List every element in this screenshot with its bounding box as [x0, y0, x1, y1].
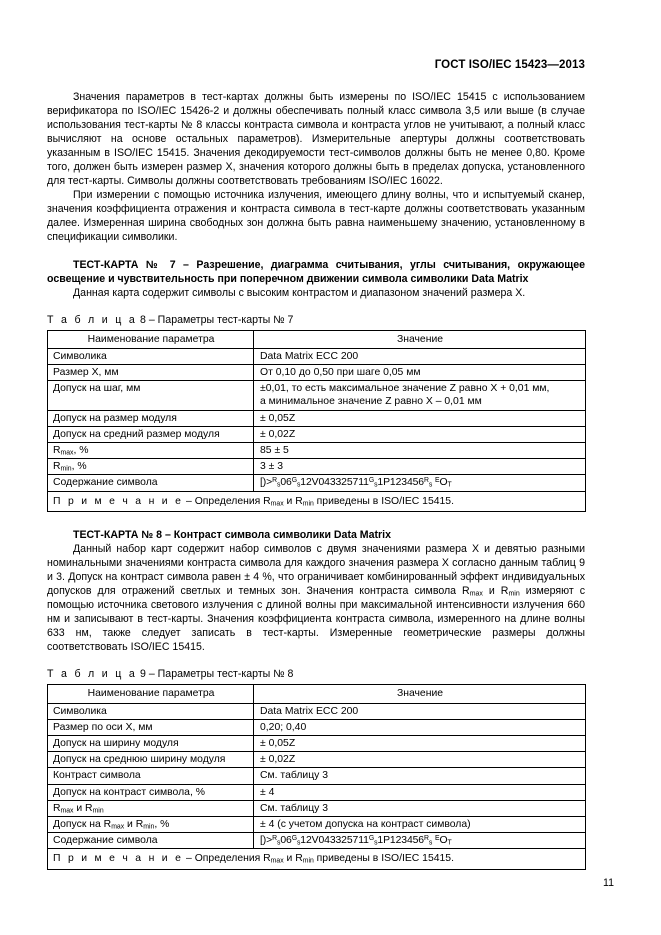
table-row — [48, 735, 586, 751]
table-cell-param: Символика — [48, 348, 254, 364]
table-cell-param: Содержание символа — [48, 833, 254, 849]
table-cell-value: 0,20; 0,40 — [254, 719, 586, 735]
heading-test-card-7: ТЕСТ-КАРТА № 7 – Разрешение, диаграмма считывания, углы считывания, окружающее освещение и чувствительность при поперечном движении символа символики Data Matrix — [47, 258, 585, 285]
paragraph-illumination-requirements: При измерении с помощью источника излучения, имеющего длину волны, что и испытуемый сканер, значения коэффициента отражения и контраста символа в тест-карте должны соответствовать указанным далее. Измеренная ширина свободных зон должна быть равна наименьшему значению, установленному в спецификации символики. — [47, 189, 585, 244]
spacer — [47, 245, 585, 258]
table-9-caption-label: Т а б л и ц а — [47, 668, 138, 681]
table-8-caption-text: 8 – Параметры тест-карты № 7 — [140, 313, 294, 326]
table-cell-value: См. таблицу 3 — [254, 768, 586, 784]
table-cell-param: Допуск на средний размер модуля — [48, 426, 254, 442]
table-9-caption-text: 9 – Параметры тест-карты № 8 — [140, 668, 294, 681]
table-9-header-param: Наименование параметра — [48, 685, 254, 703]
table-row — [48, 816, 586, 832]
table-cell-value: ± 0,02Z — [254, 426, 586, 442]
table-cell-param: Допуск на контраст символа, % — [48, 784, 254, 800]
table-row — [48, 381, 586, 410]
table-note-row — [48, 849, 586, 869]
table-row — [48, 426, 586, 442]
spacer — [47, 300, 585, 313]
table-row — [48, 833, 586, 849]
table-cell-param: Размер по оси X, мм — [48, 719, 254, 735]
table-cell-value: ± 4 — [254, 784, 586, 800]
paragraph-test-card-8-intro: Данный набор карт содержит набор символов с двумя значениями размера X и девятью разными номинальными значениями контраста символа для каждого значения размера X согласно данным таблиц 9 и 3. Допуск на контраст символа равен ± 4 %, что ограничивает комбинированный эффект индивидуальных допусков для отражений светлых и темных зон. Значения контраста символа $R_{max}$ и $R_{min}$ измеряют с помощью источника светового излучения с длиной волны при максимальной интенсивности излучения 660 нм и записывают в тест-карты. Значения коэффициента контраста символа, измеренного на длине волны 633 нм, также следует записать в тест-карты. Измеренные геометрические размеры должны соответствовать ISO/IEC 15415. — [47, 542, 585, 654]
table-cell-value: ± 0,05Z — [254, 735, 586, 751]
table-cell-value: $[)>^R_s06^G_s12V043325711^G_s1P123456^R_s$ $^EO_T$ — [254, 475, 586, 491]
table-cell-param: Символика — [48, 703, 254, 719]
table-row — [48, 800, 586, 816]
table-9-header-value: Значение — [254, 685, 586, 703]
table-8-caption — [47, 313, 585, 327]
table-cell-param: Контраст символа — [48, 768, 254, 784]
table-8-header-value: Значение — [254, 330, 586, 348]
table-cell-value: Data Matrix ECC 200 — [254, 348, 586, 364]
table-cell-param: $R_{max}$, % — [48, 443, 254, 459]
spacer — [47, 654, 585, 667]
table-row — [48, 348, 586, 364]
table-header-row — [48, 685, 586, 703]
table-9-note: П р и м е ч а н и е – Определения $R_{max}$ и $R_{min}$ приведены в ISO/IEC 15415. — [48, 849, 586, 869]
table-row — [48, 719, 586, 735]
table-cell-value: От 0,10 до 0,50 при шаге 0,05 мм — [254, 365, 586, 381]
table-cell-param: Допуск на размер модуля — [48, 410, 254, 426]
page-number: 11 — [603, 877, 614, 889]
table-cell-param: Допуск на шаг, мм — [48, 381, 254, 410]
spacer — [47, 512, 585, 528]
table-row — [48, 784, 586, 800]
table-8-note-label: П р и м е ч а н и е — [53, 495, 184, 507]
table-cell-param: Содержание символа — [48, 475, 254, 491]
table-8-header-param: Наименование параметра — [48, 330, 254, 348]
table-cell-value: Data Matrix ECC 200 — [254, 703, 586, 719]
table-cell-value: ±0,01, то есть максимальное значение Z равно X + 0,01 мм, а минимальное значение Z равно X – 0,01 мм — [254, 381, 586, 410]
paragraph-measurement-requirements: Значения параметров в тест-картах должны быть измерены по ISO/IEC 15415 с использованием верификатора по ISO/IEC 15426-2 и должны обеспечивать полный класс символа 3,5 или выше (в случае использования тест-карты № 8 классы контраста символа и контраста углов не учитывают, а полный класс вычисляют на основе остальных параметров). Измерительные апертуры должны соответствовать указанным в ISO/IEC 15415. Значения декодируемости тест-символов должны быть не менее 0,80. Кроме того, должен быть измерен размер X, значения которого должны быть в пределах допуска, установленного для тест-карты. Символы должны соответствовать требованиям ISO/IEC 16022. — [47, 91, 585, 188]
table-8-parameters-test-card-7 — [47, 330, 586, 512]
page-content — [47, 58, 585, 870]
heading-test-card-8: ТЕСТ-КАРТА № 8 – Контраст символа символики Data Matrix — [73, 528, 392, 541]
table-row — [48, 443, 586, 459]
table-row — [48, 410, 586, 426]
table-cell-value: 3 ± 3 — [254, 459, 586, 475]
table-row — [48, 703, 586, 719]
table-cell-param: Допуск на ширину модуля — [48, 735, 254, 751]
table-cell-value: ± 0,05Z — [254, 410, 586, 426]
table-header-row — [48, 330, 586, 348]
table-cell-value: См. таблицу 3 — [254, 800, 586, 816]
table-cell-param: $R_{max}$ и $R_{min}$ — [48, 800, 254, 816]
table-8-note: П р и м е ч а н и е – Определения $R_{max}$ и $R_{min}$ приведены в ISO/IEC 15415. — [48, 491, 586, 511]
table-note-row — [48, 491, 586, 511]
table-9-caption — [47, 667, 585, 681]
table-row — [48, 459, 586, 475]
running-header: ГОСТ ISO/IEC 15423—2013 — [434, 59, 585, 71]
table-9-note-label: П р и м е ч а н и е — [53, 853, 184, 865]
table-cell-value: ± 4 (с учетом допуска на контраст символа) — [254, 816, 586, 832]
paragraph-test-card-7-intro: Данная карта содержит символы с высоким контрастом и диапазоном значений размера X. — [73, 286, 526, 299]
table-cell-value: ± 0,02Z — [254, 752, 586, 768]
table-cell-value: $[)>^R_s06^G_s12V043325711^G_s1P123456^R_s$ $^EO_T$ — [254, 833, 586, 849]
table-cell-param: Размер X, мм — [48, 365, 254, 381]
table-row — [48, 768, 586, 784]
table-cell-value: 85 ± 5 — [254, 443, 586, 459]
table-row — [48, 365, 586, 381]
table-cell-param: Допуск на $R_{max}$ и $R_{min}$, % — [48, 816, 254, 832]
table-cell-param: Допуск на среднюю ширину модуля — [48, 752, 254, 768]
table-8-caption-label: Т а б л и ц а — [47, 313, 138, 326]
table-row — [48, 752, 586, 768]
table-9-parameters-test-card-8 — [47, 684, 586, 869]
table-row — [48, 475, 586, 491]
table-cell-param: $R_{min}$, % — [48, 459, 254, 475]
